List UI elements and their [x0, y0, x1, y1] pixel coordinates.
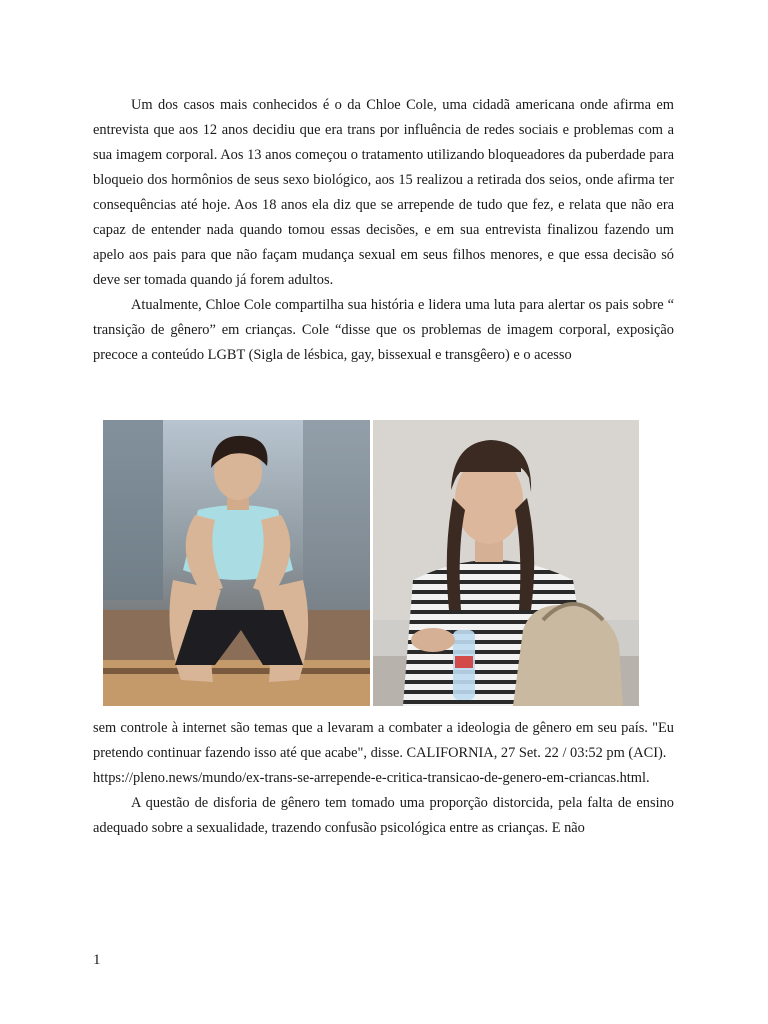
text-block-top	[93, 93, 674, 368]
text-block-bottom	[93, 716, 674, 841]
paragraph-chloe-cole-case: Um dos casos mais conhecidos é o da Chloe Cole, uma cidadã americana onde afirma em entrevista que aos 12 anos decidiu que era trans por influência de redes sociais e problemas com a sua imagem corporal. Aos 13 anos começou o tratamento utilizando bloqueadores da puberdade para bloqueio dos hormônios de seus sexo biológico, aos 15 realizou a retirada dos seios, onde afirma ter consequências até hoje. Aos 18 anos ela diz que se arrepende de tudo que fez, e relata que não era capaz de entender nada quando tomou essas decisões, e em sua entrevista finalizou fazendo um apelo aos pais para que não façam mudança sexual em seus filhos menores, e que essa decisão só deve ser tomada quando já forem adultos.	[93, 97, 674, 288]
source-link: https://pleno.news/mundo/ex-trans-se-arrepende-e-critica-transicao-de-genero-em-criancas.html.	[93, 770, 650, 786]
paragraph-chloe-cole-today: Atualmente, Chloe Cole compartilha sua história e lidera uma luta para alertar os pais sobre “ transição de gênero” em crianças. Cole “disse que os problemas de imagem corporal, exposição precoce a conteúdo LGBT (Sigla de lésbica, gay, bissexual e transgêero) e o acesso	[93, 297, 674, 363]
page-number: 1	[93, 952, 101, 968]
paragraph-gender-dysphoria: A questão de disforia de gênero tem tomado uma proporção distorcida, pela falta de ensino adequado sobre a sexualidade, trazendo confusão psicológica entre as crianças. E não	[93, 795, 674, 836]
photo-person-interview	[373, 420, 639, 706]
paragraph-continuation: sem controle à internet são temas que a levaram a combater a ideologia de gênero em seu país. "Eu pretendo continuar fazendo isso até que acabe", disse. CALIFORNIA, 27 Set. 22 / 03:52 pm (ACI).	[93, 720, 674, 761]
photo-pair	[103, 420, 639, 706]
photo-person-sitting	[103, 420, 370, 706]
